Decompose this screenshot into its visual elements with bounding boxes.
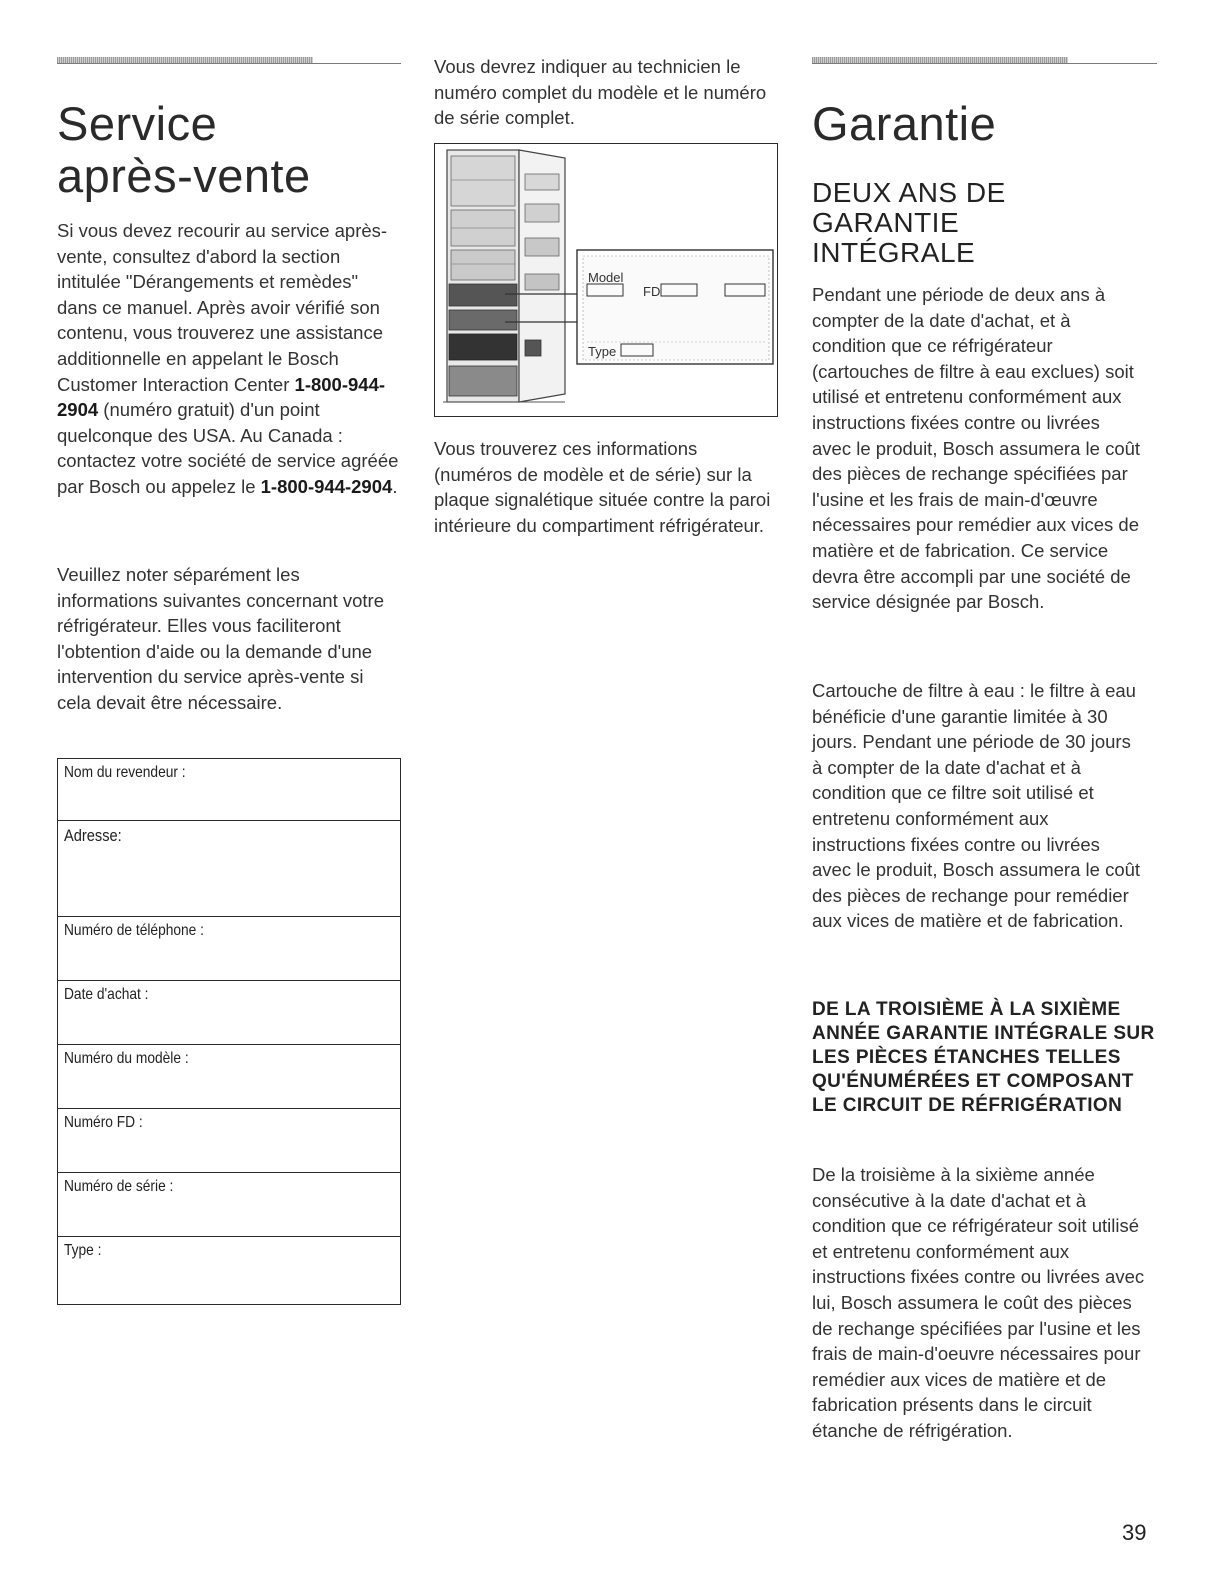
plate-fd-label: FD	[643, 284, 661, 299]
service-title-line2: après-vente	[57, 149, 311, 202]
plate-model-label: Model	[588, 270, 624, 285]
right-header-rule	[812, 63, 1157, 64]
warranty-paragraph-1: Pendant une période de deux ans à compter de la date d'achat, et à condition que ce réfrigérateur (cartouches de filtre à eau exclues) soit utilisé et entretenu conformément aux instructions fixées contre ou livrées avec le produit, Bosch assumera le coût des pièces de rechange spécifiées par l'usine et les frais de main-d'œuvre nécessaires pour remédier aux vices de matière et de fabrication. Ce service devra être accompli par une société de service désignée par Bosch.	[812, 284, 1141, 613]
service-paragraph-2: Veuillez noter séparément les informations suivantes concernant votre réfrigérateur. Elles vous faciliteront l'obtention d'aide ou la demande d'une intervention du service après-vente si cela devait être nécessaire.	[57, 564, 385, 713]
service-title	[57, 98, 402, 202]
two-year-heading-line1: DEUX ANS DE	[812, 177, 1006, 208]
plate-type-label: Type	[588, 344, 617, 359]
sealed-system-heading: DE LA TROISIÈME À LA SIXIÈME ANNÉE GARANTIE INTÉGRALE SUR LES PIÈCES ÉTANCHES TELLES QU'ÉNUMÉRÉES ET COMPOSANT LE CIRCUIT DE RÉFRIGÉRATION	[812, 999, 1155, 1116]
form-field-purchase-date[interactable]	[58, 981, 401, 1045]
service-paragraph-1	[57, 218, 402, 500]
form-label-model-number: Numéro du modèle :	[64, 1050, 189, 1067]
form-label-dealer: Nom du revendeur :	[64, 764, 186, 781]
service-text-b: (numéro gratuit) d'un point quelconque des USA. Au Canada : contactez votre société de service agréée par Bosch ou appelez le	[57, 399, 399, 497]
form-field-dealer[interactable]	[58, 759, 401, 821]
form-field-model-number[interactable]	[58, 1045, 401, 1109]
form-label-address: Adresse:	[64, 826, 122, 845]
form-label-serial-number: Numéro de série :	[64, 1178, 174, 1195]
phone-number-1: 1-800-944-2904	[57, 373, 386, 421]
form-field-type[interactable]	[58, 1237, 401, 1305]
rating-plate-figure	[434, 143, 778, 417]
two-year-heading	[812, 178, 1157, 268]
form-label-purchase-date: Date d'achat :	[64, 986, 149, 1003]
form-label-type: Type :	[64, 1242, 102, 1259]
technician-intro: Vous devrez indiquer au technicien le numéro complet du modèle et le numéro de série complet.	[434, 56, 767, 129]
form-field-serial-number[interactable]	[58, 1173, 401, 1237]
form-field-phone[interactable]	[58, 917, 401, 981]
two-year-heading-line3: INTÉGRALE	[812, 237, 976, 268]
service-text-c: .	[392, 475, 398, 497]
info-form	[57, 758, 401, 1305]
warranty-title: Garantie	[812, 97, 997, 150]
warranty-paragraph-2: Cartouche de filtre à eau : le filtre à eau bénéficie d'une garantie limitée à 30 jours. Pendant une période de 30 jours à compter de la date d'achat et à condition que ce filtre soit utilisé et entretenu conformément aux instructions fixées contre ou livrées avec le produit, Bosch assumera le coût des pièces de rechange pour remédier aux vices de matière et de fabrication.	[812, 680, 1141, 932]
page-number: 39	[1122, 1520, 1147, 1545]
figure-caption: Vous trouverez ces informations (numéros de modèle et de série) sur la plaque signalétique située contre la paroi intérieure du compartiment réfrigérateur.	[434, 438, 771, 536]
form-label-phone: Numéro de téléphone :	[64, 922, 204, 939]
refrigerator-illustration	[435, 144, 777, 416]
service-title-line1: Service	[57, 97, 218, 150]
two-year-heading-line2: GARANTIE	[812, 207, 960, 238]
form-label-fd-number: Numéro FD :	[64, 1114, 143, 1131]
form-field-address[interactable]	[58, 821, 401, 917]
service-text-a: Si vous devez recourir au service après-vente, consultez d'abord la section intitulée "Dérangements et remèdes" dans ce manuel. Après avoir vérifié son contenu, vous trouverez une assistance additionnelle en appelant le Bosch Customer Interaction Center	[57, 220, 388, 395]
form-field-fd-number[interactable]	[58, 1109, 401, 1173]
warranty-paragraph-3: De la troisième à la sixième année consécutive à la date d'achat et à condition que ce réfrigérateur soit utilisé et entretenu conformément aux instructions fixées contre ou livrées avec lui, Bosch assumera le coût des pièces de rechange spécifiées par l'usine et les frais de main-d'oeuvre nécessaires pour remédier aux vices de matière et de fabrication présents dans le circuit étanche de réfrigération.	[812, 1164, 1145, 1441]
phone-number-2: 1-800-944-2904	[260, 475, 393, 497]
left-header-rule	[57, 63, 401, 64]
